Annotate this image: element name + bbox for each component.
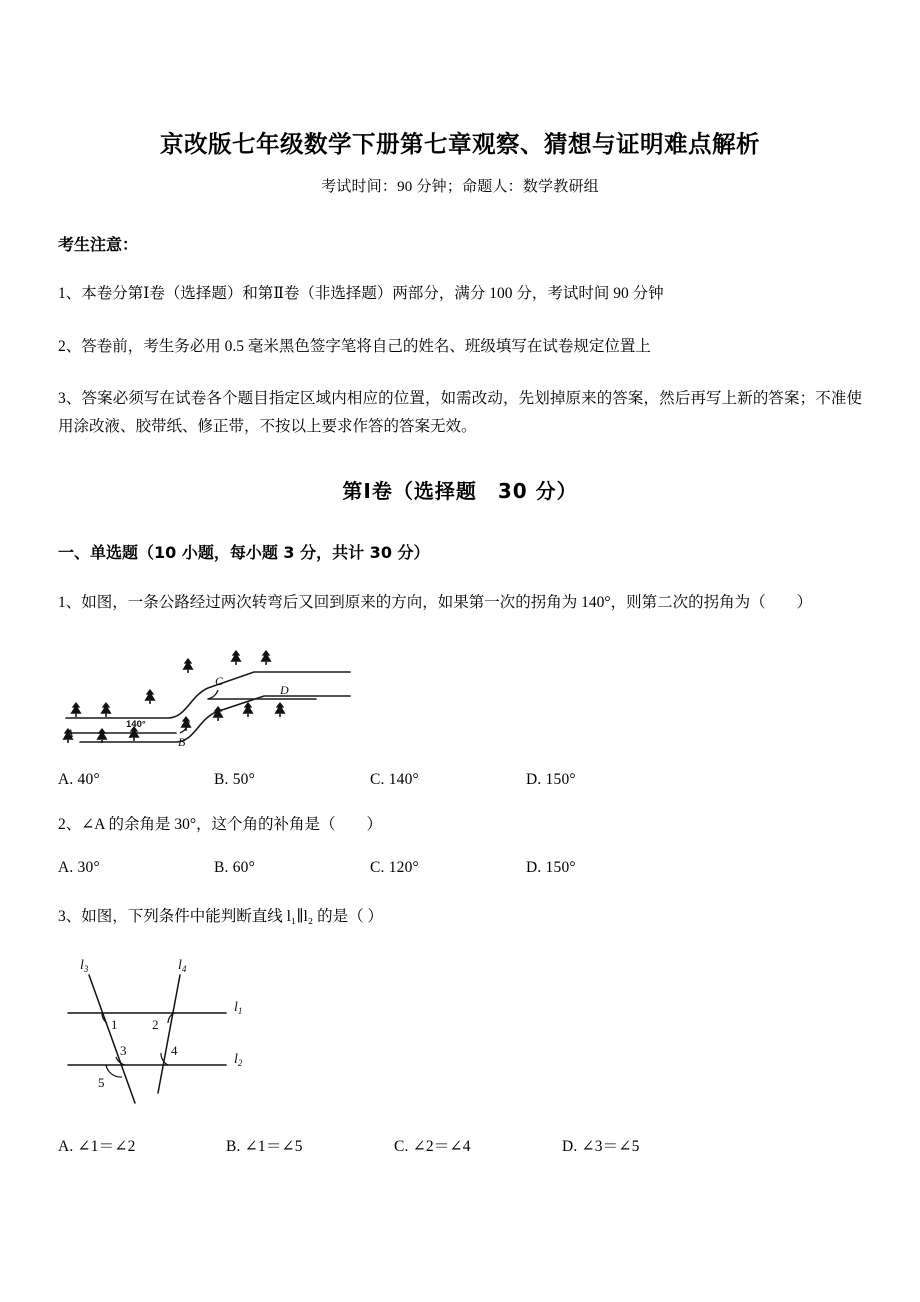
question-1-options (58, 747, 862, 789)
figure-angle-4: 4 (171, 1043, 178, 1059)
angle-arc-5 (106, 1065, 122, 1077)
figure-angle-5: 5 (98, 1075, 105, 1091)
section-heading-single-choice: 一、单选题（10 小题，每小题 3 分，共计 30 分） (58, 542, 430, 562)
notice-item-3: 3、答案必须写在试卷各个题目指定区域内相应的位置，如需改动，先划掉原来的答案，然后再写上新的答案；不准使用涂改液、胶带纸、修正带，不按以上要求作答的答案无效。 (58, 390, 862, 435)
option-2c[interactable]: C. 120° (370, 859, 419, 877)
figure-label-l3: $l_3$ (80, 958, 89, 975)
option-2d[interactable]: D. 150° (526, 859, 576, 877)
question-1-figure-wrap (58, 616, 862, 747)
question-1-stem: 1、如图，一条公路经过两次转弯后又回到原来的方向，如果第一次的拐角为 140°，则第二次的拐角为（ ） (58, 593, 813, 611)
option-3c[interactable]: C. ∠2＝∠4 (394, 1138, 471, 1156)
tree-cluster (62, 650, 285, 743)
figure-angle-3: 3 (120, 1043, 127, 1059)
option-2b[interactable]: B. 60° (214, 859, 255, 877)
question-2-options (58, 839, 862, 877)
figure-label-b: B (178, 735, 186, 748)
option-3b[interactable]: B. ∠1＝∠5 (226, 1138, 303, 1156)
figure-label-l1: $l_1$ (234, 1000, 243, 1017)
question-3-stem: 3、如图，下列条件中能判断直线 l₁∥l₂ 的是（ ） (58, 908, 383, 926)
figure-angle-140: 140° (126, 719, 146, 731)
figure-label-l2: $l_2$ (234, 1052, 243, 1069)
line-l3 (89, 975, 135, 1103)
page-title: 京改版七年级数学下册第七章观察、猜想与证明难点解析 (160, 130, 760, 158)
figure-angle-2: 2 (152, 1017, 159, 1033)
notice-item-2: 2、答卷前，考生务必用 0.5 毫米黑色签字笔将自己的姓名、班级填写在试卷规定位置上 (58, 337, 651, 355)
question-3-options (58, 1110, 862, 1156)
figure-angle-1: 1 (111, 1017, 118, 1033)
figure-label-l4: $l_4$ (178, 958, 187, 975)
option-1c[interactable]: C. 140° (370, 771, 419, 789)
option-1b[interactable]: B. 50° (214, 771, 255, 789)
exam-subtitle: 考试时间：90 分钟；命题人：数学教研组 (321, 179, 599, 196)
question-2-stem: 2、∠A 的余角是 30°，这个角的补角是（ ） (58, 816, 383, 834)
road-turn-diagram (58, 632, 358, 747)
part-one-heading: 第Ⅰ卷（选择题 30 分） (342, 478, 578, 503)
question-3-figure-wrap (58, 931, 862, 1110)
notice-heading: 考生注意： (58, 235, 139, 255)
figure-label-c: C (215, 674, 224, 689)
angle-arc-c (208, 690, 218, 699)
figure-label-d: D (280, 683, 289, 698)
option-3a[interactable]: A. ∠1＝∠2 (58, 1138, 136, 1156)
option-2a[interactable]: A. 30° (58, 859, 100, 877)
option-1d[interactable]: D. 150° (526, 771, 576, 789)
notice-item-1: 1、本卷分第Ⅰ卷（选择题）和第Ⅱ卷（非选择题）两部分，满分 100 分，考试时间 90 分钟 (58, 285, 664, 303)
option-1a[interactable]: A. 40° (58, 771, 100, 789)
option-3d[interactable]: D. ∠3＝∠5 (562, 1138, 640, 1156)
line-l4 (158, 975, 180, 1093)
figure-label-a: A (66, 726, 74, 741)
parallel-lines-diagram (58, 945, 273, 1110)
